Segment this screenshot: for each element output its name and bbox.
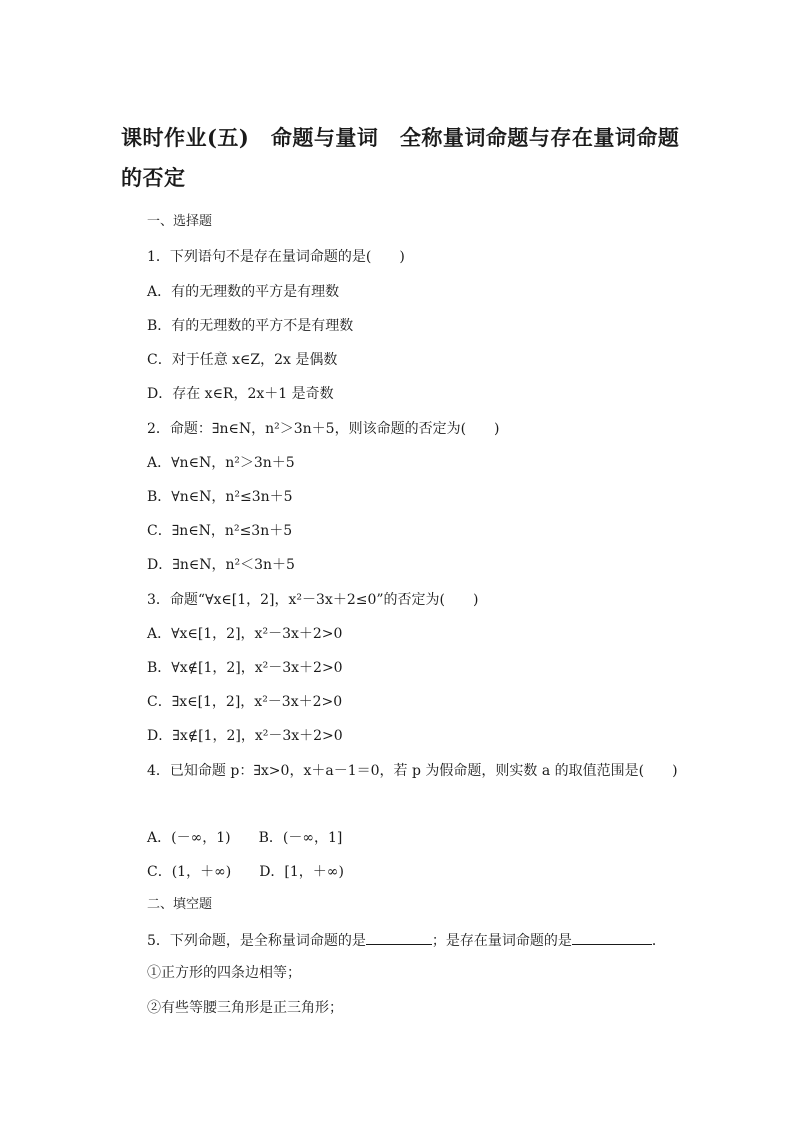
question-5-stem-part-1: 5．下列命题，是全称量词命题的是 (147, 933, 366, 949)
answer-blank-existential[interactable] (572, 930, 652, 945)
question-4-options-ab: A．(－∞，1) B．(－∞，1] (147, 830, 343, 846)
question-4-options-cd: C．(1，＋∞) D．[1，＋∞) (147, 864, 344, 880)
question-1-option-a: A．有的无理数的平方是有理数 (147, 284, 340, 300)
question-5-item-2: ②有些等腰三角形是正三角形； (147, 1000, 343, 1016)
question-5-stem-part-3: ． (651, 933, 666, 949)
question-1-option-d: D．存在 x∈R，2x＋1 是奇数 (147, 386, 334, 402)
question-1-option-c: C．对于任意 x∈Z，2x 是偶数 (147, 352, 338, 368)
question-2-option-a: A．∀n∈N，n²＞3n＋5 (147, 455, 295, 471)
question-4-stem: 4．已知命题 p：∃x>0，x＋a－1＝0，若 p 为假命题，则实数 a 的取值范围是( ) (147, 763, 678, 779)
question-2-stem: 2．命题：∃n∈N，n²＞3n＋5，则该命题的否定为( ) (147, 421, 500, 437)
question-2-option-b: B．∀n∈N，n²≤3n＋5 (147, 489, 293, 505)
title-line-1: 课时作业(五) 命题与量词 全称量词命题与存在量词命题 (121, 125, 680, 150)
question-3-option-b: B．∀x∉[1，2]，x²－3x＋2>0 (147, 660, 343, 676)
page-title (121, 118, 701, 198)
title-line-2: 的否定 (121, 165, 186, 190)
question-3-option-c: C．∃x∈[1，2]，x²－3x＋2>0 (147, 694, 343, 710)
question-5-item-1: ①正方形的四条边相等； (147, 965, 301, 981)
question-3-option-a: A．∀x∈[1，2]，x²－3x＋2>0 (147, 626, 343, 642)
question-5-stem (147, 930, 666, 950)
question-1-option-b: B．有的无理数的平方不是有理数 (147, 318, 354, 334)
section-heading-choice: 一、选择题 (147, 214, 213, 229)
answer-blank-universal[interactable] (366, 930, 432, 945)
question-2-option-c: C．∃n∈N，n²≤3n＋5 (147, 523, 293, 539)
question-3-option-d: D．∃x∉[1，2]，x²－3x＋2>0 (147, 728, 343, 744)
question-5-stem-part-2: ；是存在量词命题的是 (431, 933, 572, 949)
question-1-stem: 1．下列语句不是存在量词命题的是( ) (147, 249, 405, 265)
question-2-option-d: D．∃n∈N，n²＜3n＋5 (147, 557, 295, 573)
section-heading-fill: 二、填空题 (147, 897, 213, 912)
question-3-stem: 3．命题“∀x∈[1，2]，x²－3x＋2≤0”的否定为( ) (147, 592, 479, 608)
